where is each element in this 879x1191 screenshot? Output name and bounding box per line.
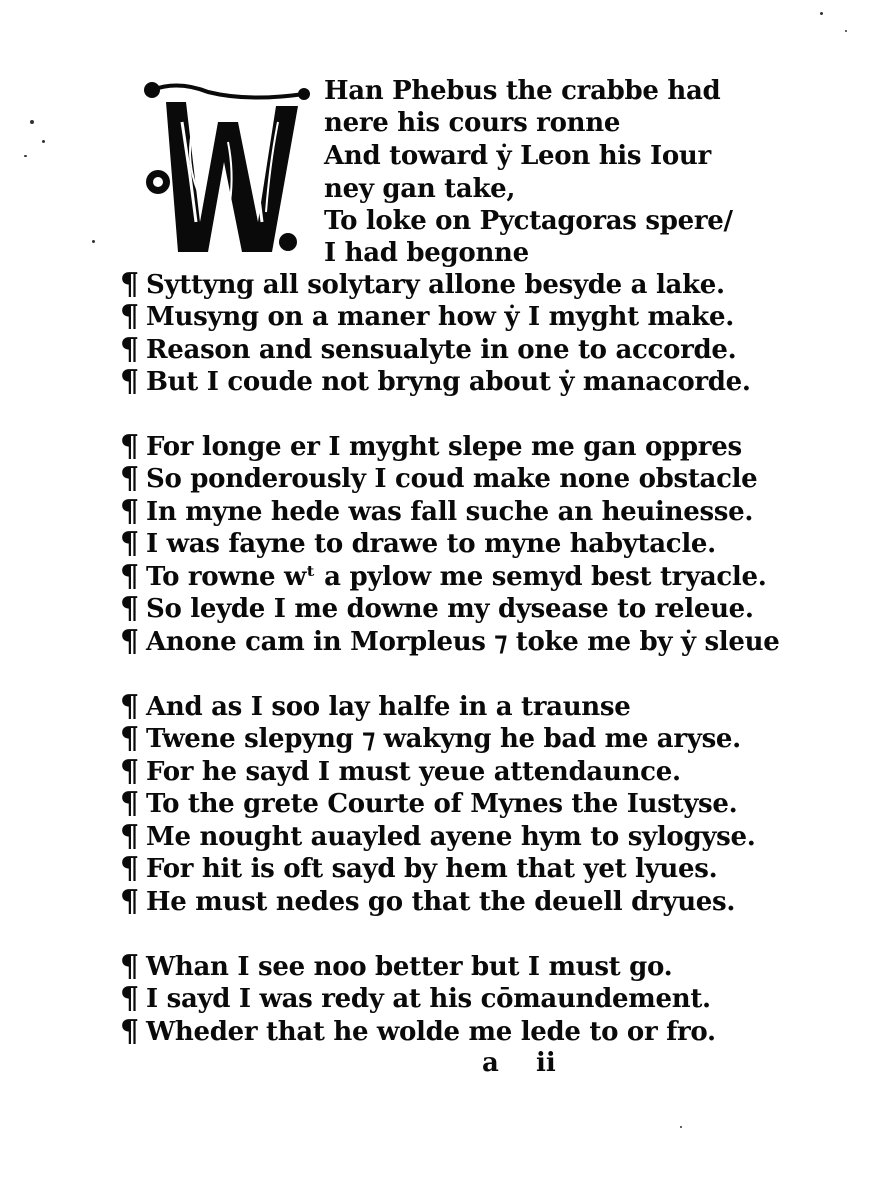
text-line xyxy=(120,526,716,561)
pilcrow-mark: ¶ xyxy=(120,364,139,399)
pilcrow-mark: ¶ xyxy=(120,429,139,464)
signature-mark-letter: a xyxy=(482,1048,499,1078)
text-line xyxy=(120,754,681,789)
scan-speck xyxy=(845,30,847,32)
line-text: For hit is oft sayd by hem that yet lyues. xyxy=(146,854,718,884)
text-line xyxy=(120,429,742,464)
text-line xyxy=(120,981,711,1016)
line-text: Reason and sensualyte in one to accorde. xyxy=(146,335,737,365)
text-line: Han Phebus the crabbe had xyxy=(324,76,721,106)
line-text: So ponderously I coud make none obstacle xyxy=(146,464,758,494)
line-text: I sayd I was redy at his cōmaundement. xyxy=(146,984,711,1014)
line-text: To the grete Courte of Mynes the Iustyse. xyxy=(146,789,738,819)
text-line xyxy=(120,689,631,724)
scan-speck xyxy=(42,140,45,143)
text-line xyxy=(120,949,673,984)
line-text: So leyde I me downe my dysease to releue. xyxy=(146,594,754,624)
text-line: I had begonne xyxy=(324,238,529,268)
pilcrow-mark: ¶ xyxy=(120,851,139,886)
line-text: And as I soo lay halfe in a traunse xyxy=(146,692,631,722)
line-text: To rowne wᵗ a pylow me semyd best tryacle. xyxy=(146,562,767,592)
pilcrow-mark: ¶ xyxy=(120,949,139,984)
decorated-initial-w xyxy=(138,72,318,262)
pilcrow-mark: ¶ xyxy=(120,559,139,594)
text-line xyxy=(120,786,738,821)
pilcrow-mark: ¶ xyxy=(120,754,139,789)
pilcrow-mark: ¶ xyxy=(120,267,139,302)
pilcrow-mark: ¶ xyxy=(120,884,139,919)
pilcrow-mark: ¶ xyxy=(120,332,139,367)
pilcrow-mark: ¶ xyxy=(120,591,139,626)
text-line: ney gan take, xyxy=(324,174,516,204)
line-text: Musyng on a maner how ẏ I myght make. xyxy=(146,302,734,332)
scan-speck xyxy=(30,120,34,124)
pilcrow-mark: ¶ xyxy=(120,981,139,1016)
pilcrow-mark: ¶ xyxy=(120,786,139,821)
text-line xyxy=(120,624,780,659)
text-line: nere his cours ronne xyxy=(324,108,621,138)
pilcrow-mark: ¶ xyxy=(120,721,139,756)
text-line xyxy=(120,461,758,496)
text-line: And toward ẏ Leon his Iour xyxy=(324,141,711,171)
scan-speck xyxy=(820,12,823,15)
pilcrow-mark: ¶ xyxy=(120,494,139,529)
pilcrow-mark: ¶ xyxy=(120,299,139,334)
text-line xyxy=(120,1014,716,1049)
text-line xyxy=(120,267,725,302)
line-text: Me nought auayled ayene hym to sylogyse. xyxy=(146,822,756,852)
text-line xyxy=(120,364,751,399)
pilcrow-mark: ¶ xyxy=(120,819,139,854)
line-text: For longe er I myght slepe me gan oppres xyxy=(146,432,742,462)
scan-speck xyxy=(680,1126,682,1128)
pilcrow-mark: ¶ xyxy=(120,1014,139,1049)
line-text: Twene slepyng ⁊ wakyng he bad me aryse. xyxy=(146,724,741,754)
pilcrow-mark: ¶ xyxy=(120,689,139,724)
text-line xyxy=(120,721,741,756)
pilcrow-mark: ¶ xyxy=(120,624,139,659)
text-line xyxy=(120,559,767,594)
text-line xyxy=(120,332,737,367)
scan-speck xyxy=(92,240,95,243)
line-text: Whan I see noo better but I must go. xyxy=(146,952,673,982)
text-line: To loke on Pyctagoras spere/ xyxy=(324,206,733,236)
line-text: He must nedes go that the deuell dryues. xyxy=(146,887,736,917)
line-text: For he sayd I must yeue attendaunce. xyxy=(146,757,681,787)
line-text: In myne hede was fall suche an heuinesse. xyxy=(146,497,754,527)
signature-mark-number: ii xyxy=(536,1048,556,1078)
text-line xyxy=(120,591,754,626)
line-text: Anone cam in Morpleus ⁊ toke me by ẏ sleue xyxy=(146,627,780,657)
line-text: But I coude not bryng about ẏ manacorde. xyxy=(146,367,751,397)
line-text: I was fayne to drawe to myne habytacle. xyxy=(146,529,716,559)
text-line xyxy=(120,819,756,854)
text-line xyxy=(120,299,734,334)
line-text: Wheder that he wolde me lede to or fro. xyxy=(146,1017,716,1047)
text-line xyxy=(120,851,718,886)
line-text: Syttyng all solytary allone besyde a lake. xyxy=(146,270,725,300)
pilcrow-mark: ¶ xyxy=(120,461,139,496)
scan-speck xyxy=(24,155,27,157)
text-line xyxy=(120,884,736,919)
pilcrow-mark: ¶ xyxy=(120,526,139,561)
text-line xyxy=(120,494,754,529)
